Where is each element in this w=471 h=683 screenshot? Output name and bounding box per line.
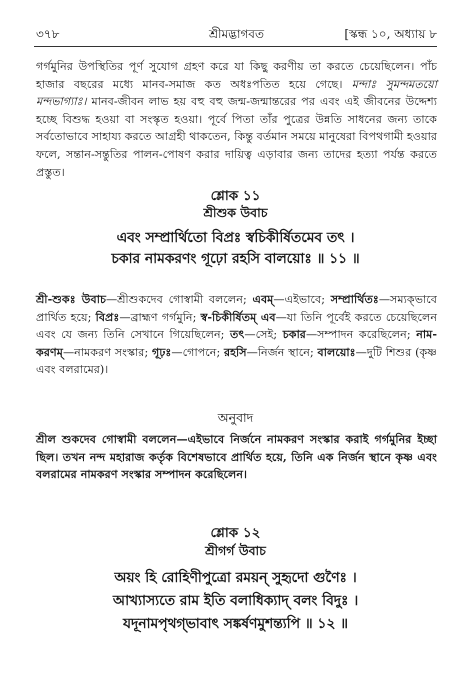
verse-line: চকার নামকরণং গূঢ়ো রহসি বালয়োঃ ॥ ১১ ॥ [111,251,360,267]
synonym-meaning: —সেই; [244,328,278,342]
verse-speaker: শ্রীগর্গ উবাচ [205,543,266,558]
section-reference: [স্কন্ধ ১০, অধ্যায় ৮ [344,27,437,41]
verse-line: অয়ং হি রোহিণীপুত্রো রময়ন্ সুহৃদো গুণৈঃ । [114,570,357,586]
synonym-word: নাম-করণম্ [36,327,437,359]
synonym-meaning: —এইভাবে; [273,293,325,306]
purport-paragraph [36,58,437,181]
synonym-meaning: —নামকরণ সংস্কার; [62,345,149,359]
synonym-word: তৎ [230,327,245,342]
book-title: শ্রীমদ্ভাগবত [208,27,264,41]
synonym-meaning: —সম্পাদন করেছিলেন; [305,328,411,342]
synonym-meaning: —গোপনে; [171,345,221,359]
synonym-word: গূঢ়ঃ [152,344,172,359]
synonym-meaning: —ব্রাহ্মণ গর্গমুনি; [119,310,197,324]
translation-text: শ্রীল শুকদেব গোস্বামী বললেন—এইভাবে নির্জনে নামকরণ সংস্কার করাই গর্গমুনির ইচ্ছা ছিল। তখন নন্দ মহারাজ কর্তৃক বিশেষভাবে প্রার্থিত হয়ে, তিনি এক নির্জন স্থানে কৃষ্ণ এবং বলরামের নামকরণ সংস্কার সম্পাদন করেছিলেন। [36,432,437,482]
synonym-meaning: —শ্রীশুকদেব গোস্বামী বললেন; [105,293,247,306]
purport-quote: মন্দাঃ [351,77,377,91]
verse-heading: শ্লোক ১২ [210,525,261,541]
synonyms-paragraph [36,291,437,379]
purport-quote: সুমন্দমতয়ো মন্দভাগ্যাঃ। [36,77,437,109]
page-header [36,26,437,44]
synonym-meaning: —দুটি শিশুর (কৃষ্ণ এবং বলরামের)। [36,345,438,377]
verse-line: আখ্যাস্যতে রাম ইতি বলাধিক্যাদ্ বলং বিদুঃ । [112,593,359,609]
synonym-word: স্ব-চিকীর্ষিতম্ এব [200,309,276,324]
purport-line: গর্গমুনির উপস্থিতির পূর্ণ সুযোগ গ্রহণ করে যা কিছু করণীয় তা করতে চেয়েছিলেন। [36,60,415,73]
page-number: ৩৭৮ [36,27,60,41]
synonym-meaning: —নির্জন স্থানে; [246,345,314,359]
verse-heading: শ্লোক ১১ [210,188,261,204]
synonym-word: সম্প্রার্থিতঃ [330,292,379,306]
synonym-word: শ্রী-শুকঃ উবাচ [36,292,106,306]
verse-line: এবং সম্প্রার্থিতো বিপ্রঃ স্বচিকীর্ষিতমেব তৎ । [116,230,355,246]
verse-speaker: শ্রীশুক উবাচ [203,205,268,220]
verse-line: যদূনামপৃথগ্‌ভাবাৎ সঙ্কর্ষণমুশন্ত্যপি ॥ ১২ ॥ [123,616,348,632]
synonym-word: চকার [282,327,306,342]
synonym-word: বালয়োঃ [317,344,356,359]
purport-line: পাঁচ হাজার বছরের মধ্যে মানব-সমাজ কত অধঃপতিত হয়ে গেছে। [36,60,437,91]
synonym-word: এবম্ [252,292,274,306]
synonym-word: রহসি [224,344,247,359]
synonym-meaning: —সম্যক্‌ভাবে প্রার্থিত হয়ে; [36,293,437,324]
translation-heading: অনুবাদ [217,410,254,425]
synonym-meaning: —যা তিনি পূর্বেই করতে চেয়েছিলেন এবং যে জন্য তিনি সেখানে গিয়েছিলেন; [36,310,438,342]
purport-text: মানব-জীবন লাভ হয় বহু বহু জন্ম-জন্মান্তরের পর এবং এই জীবনের উদ্দেশ্য হচ্ছে বিশুদ্ধ হওয়া বা সংস্কৃত হওয়া। পূর্বে পিতা তাঁর পুত্রের উন্নতি সাধনের জন্য তাকে সর্বতোভাবে সাহায্য করতে আগ্রহী থাকতেন, কিন্তু বর্তমান সময়ে মানুষেরা বিপথগামী হওয়ার ফলে, সন্তান-সন্তুতির পালন-পোষণ করার দায়িত্ব এড়াবার জন্য তাদের হত্যা পর্যন্ত করতে প্রস্তুত। [36,95,437,179]
synonym-word: বিপ্রঃ [95,309,120,324]
header-divider [34,46,437,47]
